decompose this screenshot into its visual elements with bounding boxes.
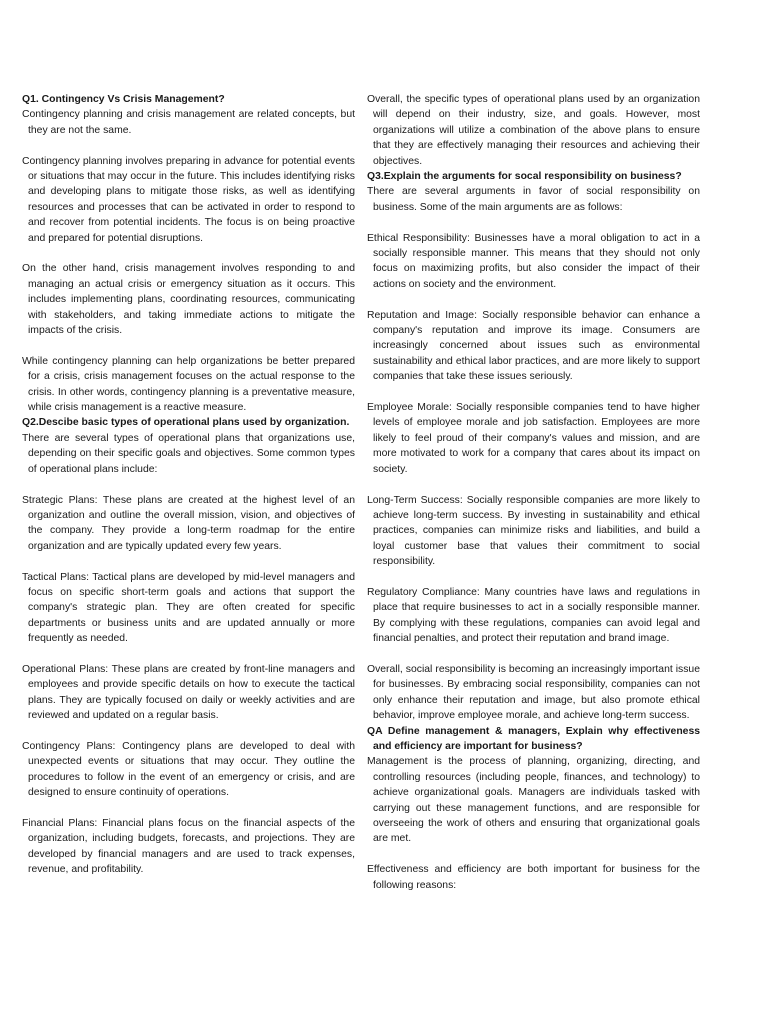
q1-paragraph: Contingency planning involves preparing in advance for potential events or situations that may occur in the future. This includes identifying risks and developing plans to mitigate those risks, as well as identifying resources and processes that can be activated in order to respond to and recover from potential incidents. The focus is on being proactive and prepared for potential disruptions.	[22, 155, 355, 244]
q1-paragraph: On the other hand, crisis management involves responding to and managing an actual crisis or emergency situation as it occurs. This includes implementing plans, coordinating resources, communicating with stakeholders, and taking immediate actions to mitigate the impacts of the crisis.	[22, 263, 355, 337]
argument-long-term: Long-Term Success: Socially responsible companies are more likely to achieve long-term success. By investing in sustainability and ethical practices, companies can minimize risks and liabilities, and build a loyal customer base that values their commitment to social responsibility.	[367, 494, 700, 568]
plan-type-tactical: Tactical Plans: Tactical plans are developed by mid-level managers and focus on specific short-term goals and actions that support the company's strategic plan. They are often created for specific departments or business units and are updated annually or more frequently as needed.	[22, 571, 355, 645]
q2-intro: There are several types of operational plans that organizations use, depending on their specific goals and objectives. Some common types of operational plans include:	[22, 432, 355, 475]
q3-conclusion: Overall, social responsibility is becoming an increasingly important issue for businesses. By embracing social responsibility, companies can not only enhance their reputation and image, but also promote ethical behavior, improve employee morale, and achieve long-term success.	[367, 663, 700, 722]
argument-reputation: Reputation and Image: Socially responsible behavior can enhance a company's reputation and improve its image. Consumers are increasingly concerned about issues such as environmental sustainability and ethical labor practices, and are more likely to support companies that take these issues seriously.	[367, 309, 700, 383]
q2-conclusion: Overall, the specific types of operational plans used by an organization will depend on their industry, size, and goals. However, most organizations will utilize a combination of the above plans to ensure that they are effectively managing their resources and achieving their objectives.	[367, 94, 700, 167]
qa-effectiveness: Effectiveness and efficiency are both important for business for the following reasons:	[367, 864, 700, 891]
q3-intro: There are several arguments in favor of social responsibility on business. Some of the main arguments are as follows:	[367, 186, 700, 213]
q3-heading: Q3.Explain the arguments for socal responsibility on business?	[367, 171, 682, 183]
argument-ethical: Ethical Responsibility: Businesses have a moral obligation to act in a socially responsible manner. This means that they should not only focus on maximizing profits, but also consider the impact of their actions on society and the environment.	[367, 232, 700, 290]
plan-type-operational: Operational Plans: These plans are created by front-line managers and employees and provide specific details on how to execute the tactical plans. They are typically focused on daily or weekly activities and are reviewed and updated on a regular basis.	[22, 663, 355, 722]
q1-heading: Q1. Contingency Vs Crisis Management?	[22, 94, 225, 105]
plan-type-contingency: Contingency Plans: Contingency plans are developed to deal with unexpected events or situations that may occur. They outline the procedures to follow in the event of an emergency or crisis, and are designed to ensure continuity of operations.	[22, 740, 355, 799]
q1-paragraph: While contingency planning can help organizations be better prepared for a crisis, crisis management focuses on the actual response to the crisis. In other words, contingency planning is a preventative measure, while crisis management is a reactive measure.	[22, 355, 355, 414]
q1-paragraph: Contingency planning and crisis management are related concepts, but they are not the same.	[22, 109, 355, 136]
argument-regulatory: Regulatory Compliance: Many countries have laws and regulations in place that require businesses to act in a socially responsible manner. By complying with these regulations, companies can avoid legal and financial penalties, and protect their reputation and brand image.	[367, 586, 700, 645]
argument-morale: Employee Morale: Socially responsible companies tend to have higher levels of employee morale and job satisfaction. Employees are more likely to feel proud of their company's values and mission, and are more motivated to work for a company that cares about its impact on society.	[367, 402, 700, 475]
plan-type-strategic: Strategic Plans: These plans are created at the highest level of an organization and outline the overall mission, vision, and objectives of the company. They provide a long-term roadmap for the entire organization and are typically updated every few years.	[22, 494, 355, 552]
qa-definition: Management is the process of planning, organizing, directing, and controlling resources (including people, finances, and technology) to achieve organizational goals. Managers are individuals tasked with carrying out these management functions, and are responsible for overseeing the work of others and ensuring that organizational goals are met.	[367, 756, 700, 845]
qa-heading: QA Define management & managers, Explain why effectiveness and efficiency are important for business?	[367, 725, 700, 752]
plan-type-financial: Financial Plans: Financial plans focus on the financial aspects of the organization, including budgets, forecasts, and projections. They are developed by financial managers and are used to track expenses, revenue, and profitability.	[22, 817, 355, 876]
q2-heading: Q2.Descibe basic types of operational plans used by organization.	[22, 417, 350, 429]
left-column	[22, 92, 355, 878]
right-column	[367, 92, 700, 893]
